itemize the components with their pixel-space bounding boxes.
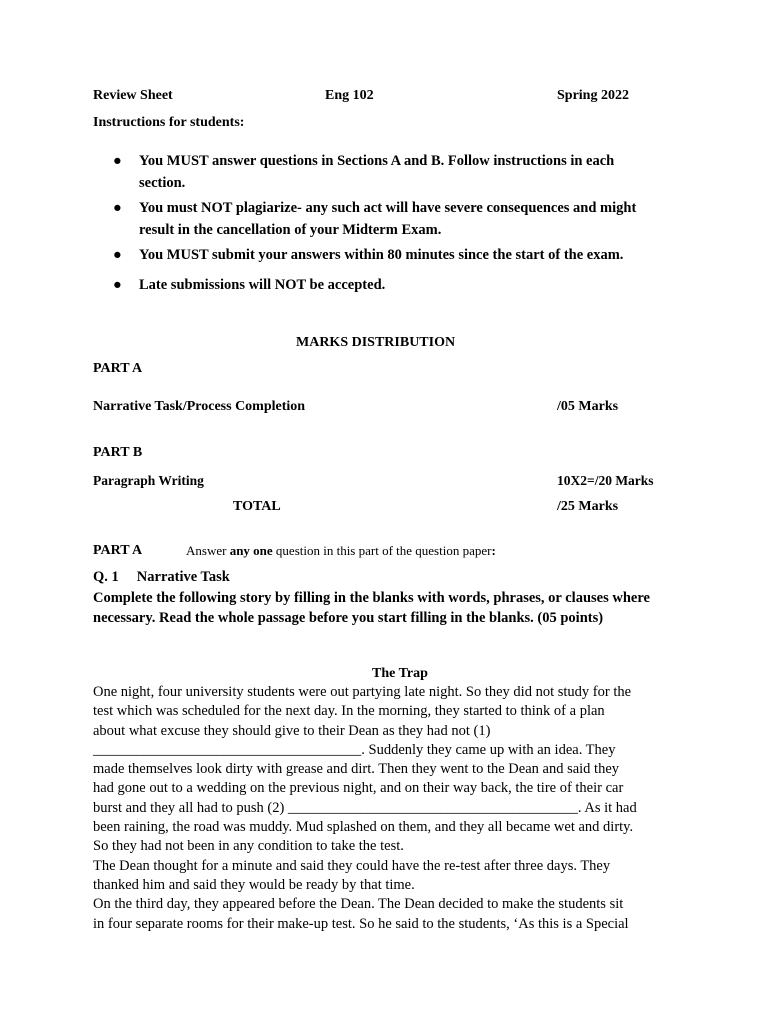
instruction-item: ● You MUST submit your answers within 80 minutes since the start of the exam. <box>93 244 693 266</box>
question-text: Complete the following story by filling in the blanks with words, phrases, or clauses where necessary. Read the whole passage before you start filling in the blanks. (05 points) <box>93 590 650 626</box>
story-line: had gone out to a wedding on the previous night, and on their way back, the tire of their car <box>93 780 624 797</box>
instruction-item: ● You MUST answer questions in Sections A and B. Follow instructions in each section. <box>93 150 693 194</box>
marks-total-label: TOTAL <box>233 499 281 514</box>
story-line: about what excuse they should give to their Dean as they had not (1) <box>93 722 491 739</box>
marks-total-value: /25 Marks <box>557 499 619 514</box>
bullet-icon: ● <box>113 277 122 293</box>
story-line: burst and they all had to push (2) ________________________________________. As it had <box>93 799 637 816</box>
part-a-instruction: Answer any one question in this part of the question paper: <box>186 543 496 558</box>
bullet-icon: ● <box>113 247 122 263</box>
marks-part-a-task: Narrative Task/Process Completion <box>93 399 306 414</box>
story-line: test which was scheduled for the next day. In the morning, they started to think of a plan <box>93 703 605 720</box>
story-line: in four separate rooms for their make-up test. So he said to the students, ‘As this is a Special <box>93 915 629 932</box>
story-line: _____________________________________. Suddenly they came up with an idea. They <box>93 741 616 758</box>
marks-part-a-label: PART A <box>93 361 143 376</box>
question-heading: Q. 1 Narrative Task <box>93 569 230 585</box>
instructions-title: Instructions for students: <box>93 115 245 130</box>
story-line: The Dean thought for a minute and said they could have the re-test after three days. They <box>93 857 611 874</box>
marks-part-b-task: Paragraph Writing <box>93 473 204 488</box>
story-line: made themselves look dirty with grease and dirt. Then they went to the Dean and said they <box>93 761 620 778</box>
instruction-item: ● Late submissions will NOT be accepted. <box>93 274 693 296</box>
story-line: One night, four university students were out partying late night. So they did not study for the <box>93 684 632 700</box>
story-title: The Trap <box>372 666 428 681</box>
story-passage <box>93 683 683 934</box>
instruction-item: ● You must NOT plagiarize- any such act will have severe consequences and might result in the cancellation of your Midterm Exam. <box>93 197 693 241</box>
instructions-list <box>93 150 693 296</box>
marks-distribution-title: MARKS DISTRIBUTION <box>296 335 456 350</box>
marks-part-a-marks: /05 Marks <box>557 399 619 414</box>
marks-part-b-label: PART B <box>93 445 143 460</box>
header-course-code: Eng 102 <box>325 88 374 103</box>
story-line: thanked him and said they would be ready by that time. <box>93 876 415 893</box>
part-a-section-label: PART A <box>93 543 143 558</box>
story-line: On the third day, they appeared before the Dean. The Dean decided to make the students sit <box>93 896 624 913</box>
header-review-sheet: Review Sheet <box>93 88 173 103</box>
story-line: been raining, the road was muddy. Mud splashed on them, and they all became wet and dirty. <box>93 819 634 836</box>
bullet-icon: ● <box>113 153 122 169</box>
story-line: So they had not been in any condition to take the test. <box>93 838 404 855</box>
bullet-icon: ● <box>113 200 122 216</box>
header-term: Spring 2022 <box>557 88 629 103</box>
marks-part-b-marks: 10X2=/20 Marks <box>557 473 654 488</box>
